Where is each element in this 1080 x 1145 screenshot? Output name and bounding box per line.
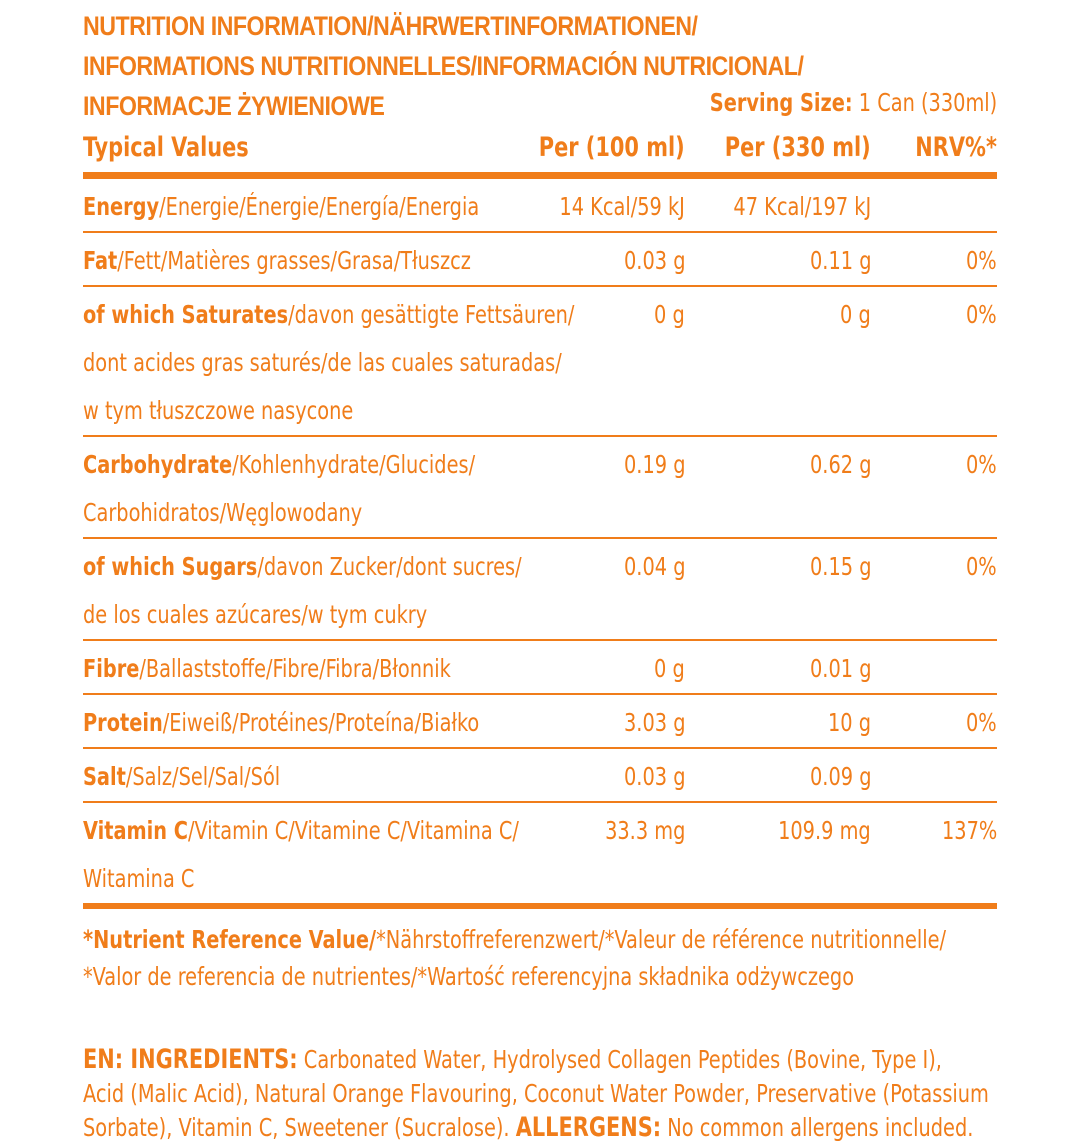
- nutrition-label: [83, 6, 997, 1145]
- value-per-330ml: 47 Kcal/197 kJ: [733, 192, 871, 221]
- table-row: [83, 437, 997, 539]
- allergens-label: ALLERGENS:: [515, 1112, 662, 1143]
- value-nrv: 137%: [941, 816, 997, 845]
- nutrient-translations: /Eiweiß/Protéines/Proteína/Białko: [162, 708, 480, 737]
- nutrient-bold-name: Fat: [83, 246, 118, 275]
- nutrient-name-line: [83, 543, 547, 591]
- value-per-100ml: 0.04 g: [623, 552, 685, 581]
- nutrient-translations: /Salz/Sel/Sal/Sól: [125, 762, 281, 791]
- value-per-100ml: 0 g: [654, 300, 685, 329]
- nutrient-bold-name: of which Sugars: [83, 552, 258, 581]
- value-nrv: 0%: [966, 552, 997, 581]
- nutrient-name: [83, 287, 575, 435]
- nutrient-translations: /davon Zucker/dont sucres/: [257, 552, 522, 581]
- table-row: [83, 179, 997, 233]
- nutrient-bold-name: Salt: [83, 762, 126, 791]
- ingredients-line-3-start: Sorbate), Vitamin C, Sweetener (Sucralose).: [83, 1113, 516, 1142]
- allergens-text: No common allergens included.: [661, 1113, 974, 1142]
- nutrient-bold-name: Protein: [83, 708, 163, 737]
- footnote-line-1-rest: *Nährstoffreferenzwert/*Valeur de référence nutritionnelle/: [376, 925, 947, 954]
- title-line-3: INFORMACJE ŻYWIENIOWE: [83, 91, 385, 121]
- ingredients-line-2: Acid (Malic Acid), Natural Orange Flavouring, Coconut Water Powder, Preservative (Potassium: [83, 1079, 989, 1108]
- nrv-footnote: [83, 921, 947, 995]
- header-per-330ml: Per (330 ml): [725, 132, 871, 163]
- nutrient-name-line: [83, 753, 547, 801]
- ingredients-line-1: [83, 1043, 942, 1077]
- value-nrv: 0%: [966, 246, 997, 275]
- nutrition-table-body: [83, 179, 997, 909]
- nutrient-translations: /Fett/Matières grasses/Grasa/Tłuszcz: [117, 246, 471, 275]
- nutrient-name-line: [83, 183, 547, 231]
- value-per-330ml: 0.01 g: [809, 654, 871, 683]
- serving-size-label: Serving Size:: [709, 88, 853, 117]
- value-per-330ml: 0.11 g: [809, 246, 871, 275]
- nutrient-bold-name: Energy: [83, 192, 160, 221]
- value-per-100ml: 33.3 mg: [604, 816, 685, 845]
- nutrient-name-line: [83, 489, 547, 537]
- value-per-100ml: 14 Kcal/59 kJ: [559, 192, 685, 221]
- value-per-330ml: 0.62 g: [809, 450, 871, 479]
- table-row: [83, 287, 997, 437]
- table-row: [83, 233, 997, 287]
- header-per-100ml: Per (100 ml): [539, 132, 685, 163]
- title-line-1: NUTRITION INFORMATION/NÄHRWERTINFORMATIONEN/: [83, 11, 698, 41]
- title-line-2: INFORMATIONS NUTRITIONNELLES/INFORMACIÓN NUTRICIONAL/: [83, 51, 804, 81]
- nutrient-name-line: [83, 855, 547, 903]
- value-nrv: 0%: [966, 708, 997, 737]
- nutrient-translations: Witamina C: [83, 864, 195, 893]
- table-row: [83, 803, 997, 909]
- nutrient-name-line: [83, 441, 547, 489]
- nutrient-name-line: [83, 699, 547, 747]
- nutrient-bold-name: Fibre: [83, 654, 140, 683]
- ingredients-line-1-rest: Carbonated Water, Hydrolysed Collagen Peptides (Bovine, Type I),: [297, 1045, 942, 1074]
- nutrient-translations: Carbohidratos/Węglowodany: [83, 498, 363, 527]
- header-typical-values: Typical Values: [83, 132, 249, 163]
- value-per-330ml: 0.09 g: [809, 762, 871, 791]
- nutrient-translations: de los cuales azúcares/w tym cukry: [83, 600, 428, 629]
- footnote-line-2: *Valor de referencia de nutrientes/*Wartość referencyjna składnika odżywczego: [83, 962, 855, 991]
- value-per-330ml: 10 g: [827, 708, 871, 737]
- nutrient-name: [83, 749, 547, 801]
- nutrient-name-line: [83, 591, 547, 639]
- table-row: [83, 539, 997, 641]
- nutrient-name: [83, 539, 547, 639]
- value-per-100ml: 0.03 g: [623, 246, 685, 275]
- value-nrv: 0%: [966, 450, 997, 479]
- nutrient-name: [83, 233, 547, 285]
- nutrient-name: [83, 437, 547, 537]
- nutrient-name-line: [83, 291, 575, 339]
- nutrient-translations: dont acides gras saturés/de las cuales saturadas/: [83, 348, 562, 377]
- nutrient-translations: w tym tłuszczowe nasycone: [83, 396, 354, 425]
- table-row: [83, 749, 997, 803]
- value-per-330ml: 0.15 g: [809, 552, 871, 581]
- value-per-330ml: 0 g: [840, 300, 871, 329]
- title-row-3: [83, 86, 997, 126]
- header-nrv: NRV%*: [915, 132, 997, 163]
- ingredients-line-3: [83, 1111, 974, 1145]
- footnote-line-1: [83, 921, 947, 958]
- value-per-100ml: 0.03 g: [623, 762, 685, 791]
- table-header: [83, 128, 997, 179]
- serving-size: [710, 88, 997, 117]
- nutrient-name-line: [83, 339, 562, 387]
- nutrient-translations: /Vitamin C/Vitamine C/Vitamina C/: [188, 816, 519, 845]
- value-per-100ml: 3.03 g: [623, 708, 685, 737]
- nutrient-name: [83, 803, 547, 903]
- ingredients-label: EN: INGREDIENTS:: [83, 1044, 298, 1075]
- table-row: [83, 695, 997, 749]
- nutrient-name-line: [83, 645, 547, 693]
- nutrient-name: [83, 179, 547, 231]
- nutrient-name: [83, 695, 547, 747]
- nutrient-bold-name: Carbohydrate: [83, 450, 233, 479]
- footnote-bold: *Nutrient Reference Value/: [83, 925, 377, 954]
- serving-size-value: 1 Can (330ml): [852, 88, 997, 117]
- value-per-330ml: 109.9 mg: [778, 816, 871, 845]
- table-row: [83, 641, 997, 695]
- nutrient-translations: /Energie/Énergie/Energía/Energia: [159, 192, 480, 221]
- ingredients-block: [83, 1043, 989, 1145]
- nutrient-bold-name: of which Saturates: [83, 300, 289, 329]
- value-nrv: 0%: [966, 300, 997, 329]
- nutrient-name-line: [83, 237, 547, 285]
- nutrient-translations: /Kohlenhydrate/Glucides/: [232, 450, 476, 479]
- nutrient-name-line: [83, 807, 547, 855]
- nutrient-name: [83, 641, 547, 693]
- value-per-100ml: 0 g: [654, 654, 685, 683]
- nutrient-bold-name: Vitamin C: [83, 816, 189, 845]
- nutrient-translations: /Ballaststoffe/Fibre/Fibra/Błonnik: [139, 654, 451, 683]
- value-per-100ml: 0.19 g: [623, 450, 685, 479]
- nutrient-translations: /davon gesättigte Fettsäuren/: [288, 300, 575, 329]
- nutrient-name-line: [83, 387, 547, 435]
